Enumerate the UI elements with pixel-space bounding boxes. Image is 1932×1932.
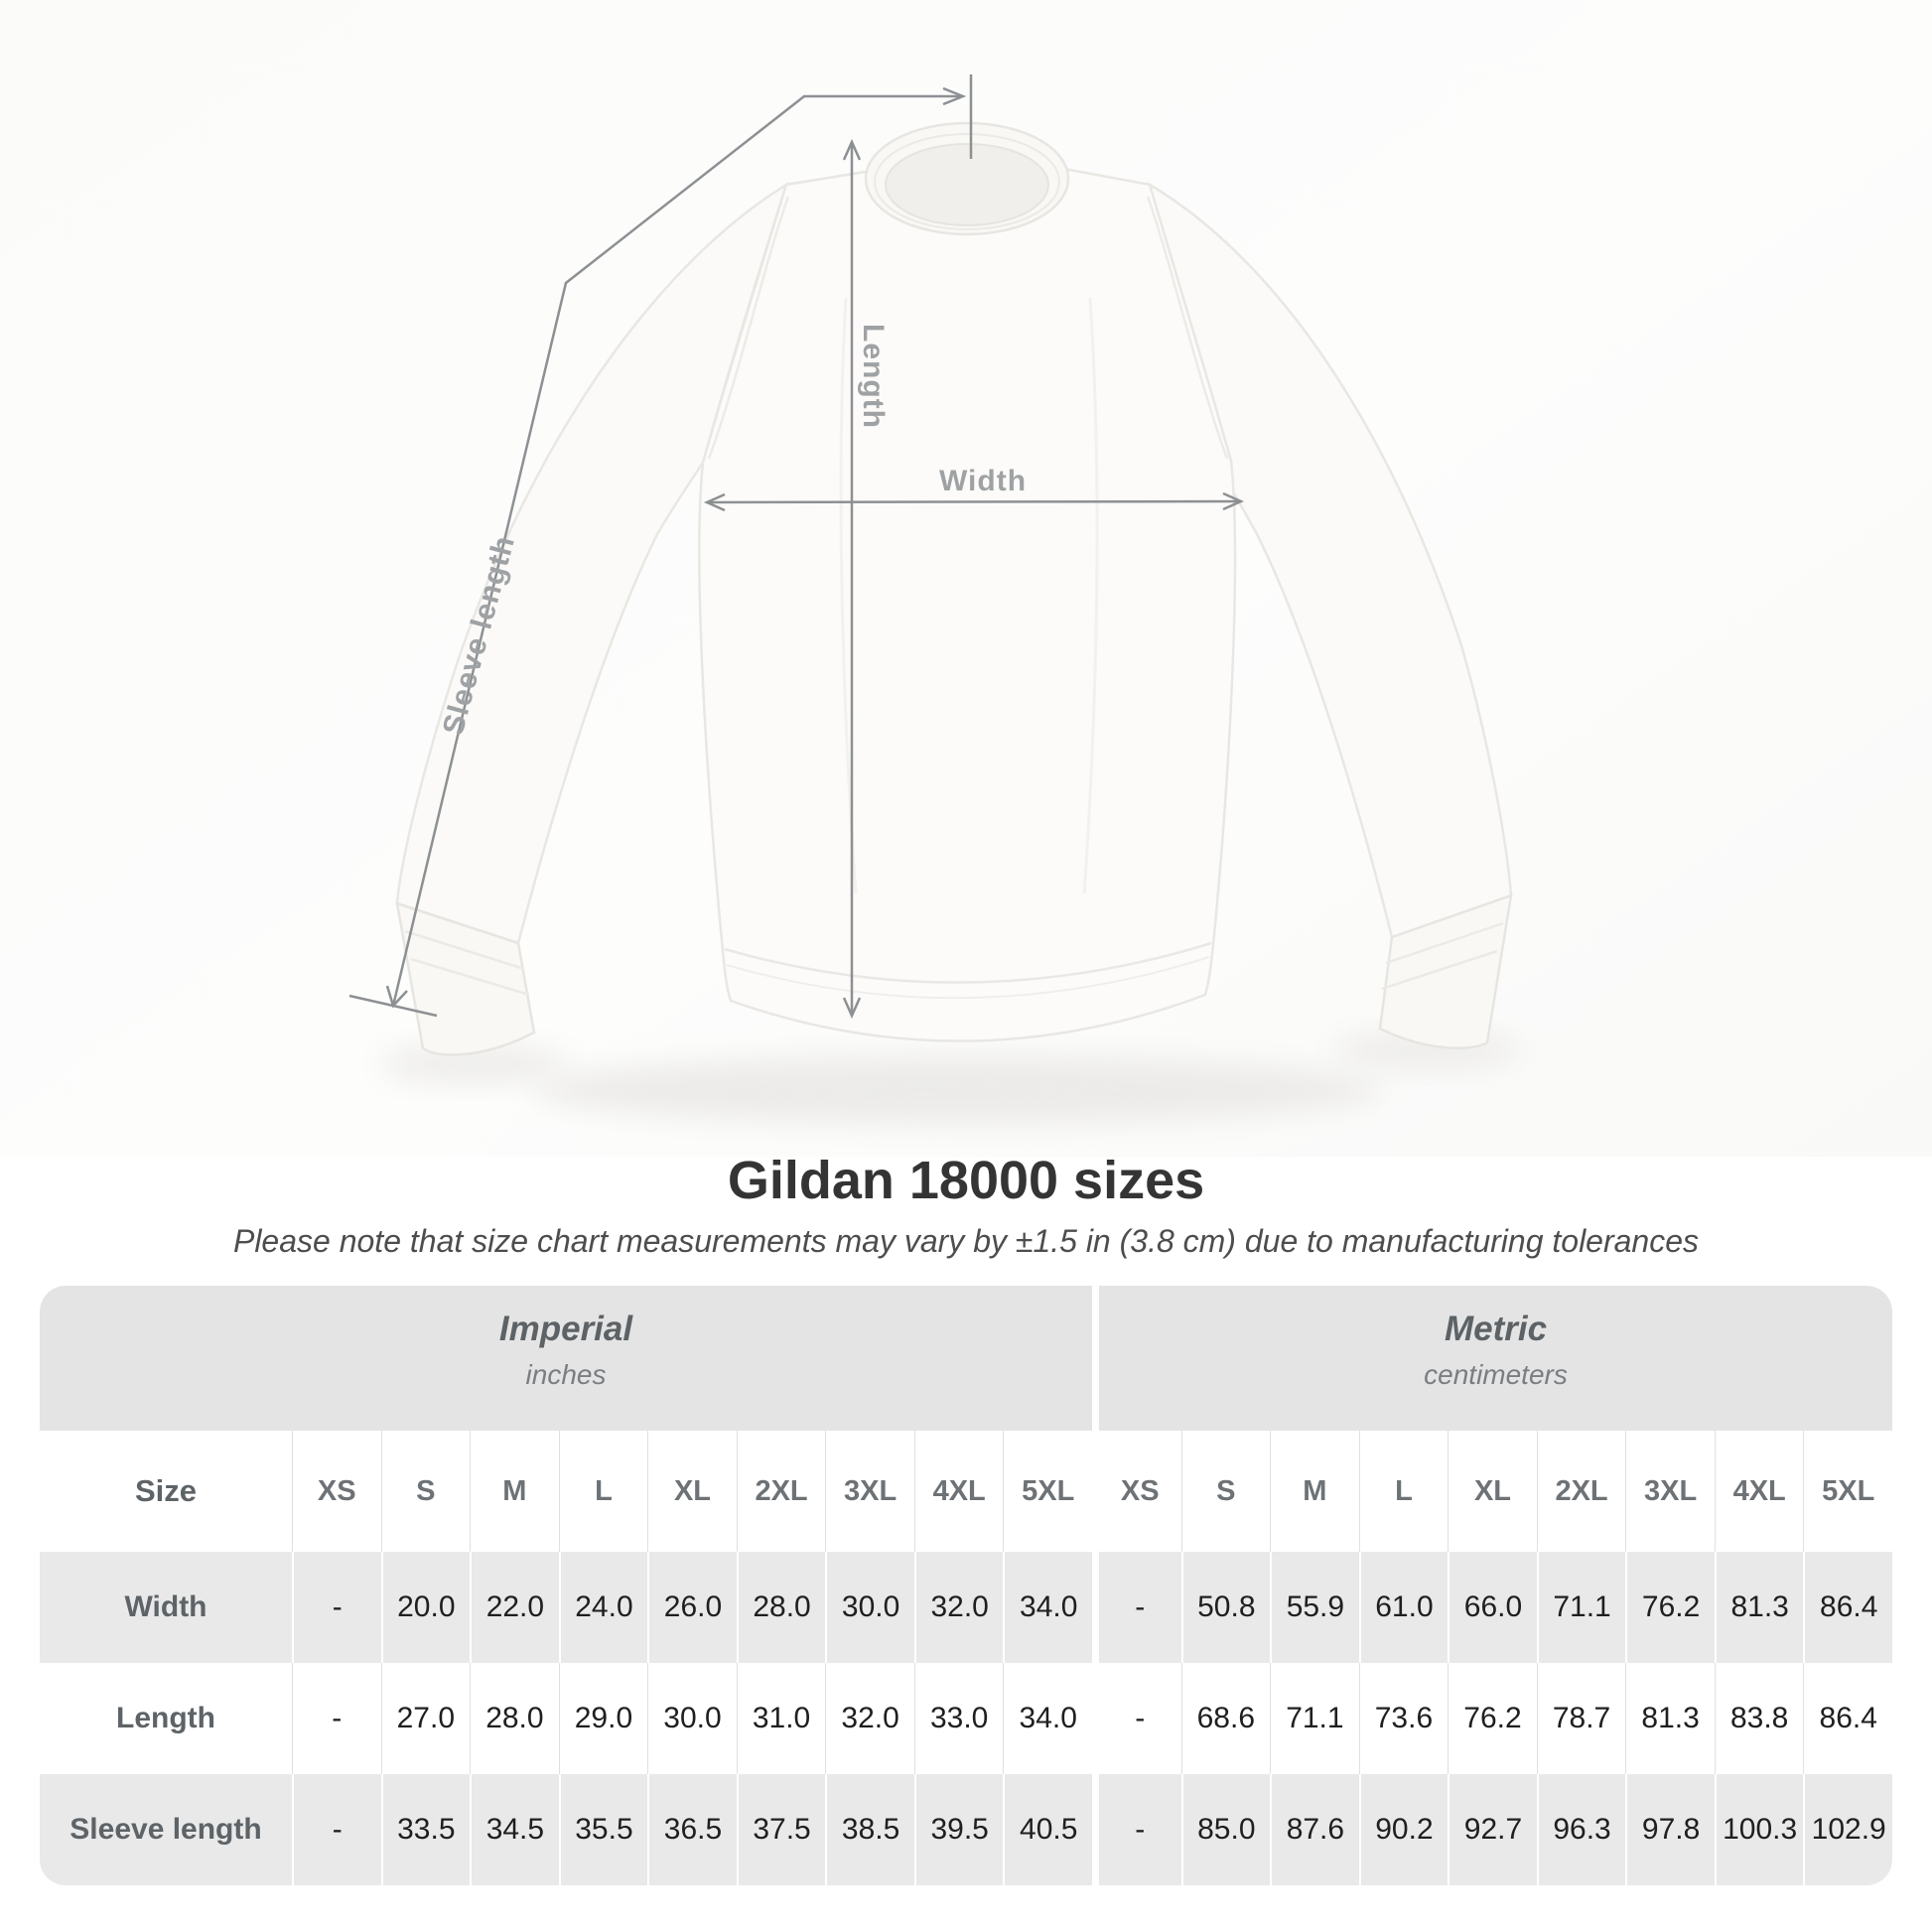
value-cell: 33.0 <box>914 1663 1004 1774</box>
row-label: Width <box>124 1590 207 1623</box>
size-col-header: 5XL <box>1003 1431 1092 1552</box>
size-col-header: 5XL <box>1803 1431 1892 1552</box>
value-cell: 71.1 <box>1270 1663 1359 1774</box>
value-cell: 92.7 <box>1448 1774 1537 1885</box>
size-col-header: 2XL <box>1537 1431 1626 1552</box>
value-cell: 76.2 <box>1448 1663 1537 1774</box>
value-cell: - <box>1092 1774 1181 1885</box>
value-cell: 39.5 <box>914 1774 1004 1885</box>
value-cell: 97.8 <box>1625 1774 1715 1885</box>
metric-header <box>1092 1286 1892 1431</box>
collar <box>866 123 1068 234</box>
size-col-header: 3XL <box>1625 1431 1715 1552</box>
size-col-header: 2XL <box>737 1431 826 1552</box>
value-cell: 76.2 <box>1625 1552 1715 1663</box>
value-cell: 86.4 <box>1803 1552 1892 1663</box>
value-cell: 71.1 <box>1537 1552 1626 1663</box>
value-cell: - <box>292 1774 381 1885</box>
page-title: Gildan 18000 sizes <box>727 1151 1205 1210</box>
value-cell: 83.8 <box>1715 1663 1804 1774</box>
value-cell: 24.0 <box>559 1552 648 1663</box>
value-cell: 33.5 <box>381 1774 471 1885</box>
page-subtitle: Please note that size chart measurements may vary by ±1.5 in (3.8 cm) due to manufacturing tolerances <box>232 1223 1700 1259</box>
size-col-header: S <box>381 1431 471 1552</box>
size-col-header: M <box>470 1431 559 1552</box>
value-cell: 81.3 <box>1625 1663 1715 1774</box>
row-label: Sleeve length <box>69 1813 262 1846</box>
value-cell: 27.0 <box>381 1663 471 1774</box>
metric-unit: centimeters <box>1424 1359 1568 1390</box>
value-cell: 20.0 <box>381 1552 471 1663</box>
size-col-header: XL <box>647 1431 737 1552</box>
value-cell: 38.5 <box>825 1774 914 1885</box>
row-label: Length <box>116 1702 215 1734</box>
value-cell: 66.0 <box>1448 1552 1537 1663</box>
table-row-length <box>40 1663 1892 1774</box>
value-cell: 86.4 <box>1803 1663 1892 1774</box>
value-cell: 32.0 <box>914 1552 1004 1663</box>
value-cell: 35.5 <box>559 1774 648 1885</box>
size-col-header: XL <box>1448 1431 1537 1552</box>
imperial-header <box>40 1286 1092 1431</box>
value-cell: 29.0 <box>559 1663 648 1774</box>
garment-shadow <box>380 1031 1522 1124</box>
size-col-header: XS <box>1092 1431 1181 1552</box>
value-cell: 102.9 <box>1803 1774 1892 1885</box>
value-cell: 30.0 <box>825 1552 914 1663</box>
value-cell: 31.0 <box>737 1663 826 1774</box>
size-col-header: L <box>1359 1431 1449 1552</box>
value-cell: 40.5 <box>1003 1774 1092 1885</box>
table-row-sleeve-length <box>40 1774 1892 1885</box>
value-cell: 96.3 <box>1537 1774 1626 1885</box>
value-cell: 26.0 <box>647 1552 737 1663</box>
value-cell: 36.5 <box>647 1774 737 1885</box>
value-cell: 55.9 <box>1270 1552 1359 1663</box>
value-cell: 34.0 <box>1003 1552 1092 1663</box>
value-cell: - <box>1092 1552 1181 1663</box>
unit-group-header-row <box>40 1286 1892 1431</box>
value-cell: 28.0 <box>470 1663 559 1774</box>
size-col-header: 4XL <box>1715 1431 1804 1552</box>
length-label: Length <box>857 324 890 429</box>
table-row-width <box>40 1552 1892 1663</box>
value-cell: - <box>1092 1663 1181 1774</box>
value-cell: 68.6 <box>1181 1663 1271 1774</box>
imperial-title: Imperial <box>498 1310 633 1348</box>
value-cell: - <box>292 1552 381 1663</box>
value-cell: 32.0 <box>825 1663 914 1774</box>
value-cell: 85.0 <box>1181 1774 1271 1885</box>
value-cell: - <box>292 1663 381 1774</box>
value-cell: 34.5 <box>470 1774 559 1885</box>
size-header-row <box>40 1431 1892 1552</box>
size-col-header: S <box>1181 1431 1271 1552</box>
value-cell: 61.0 <box>1359 1552 1449 1663</box>
sleeve-length-label: Sleeve length <box>436 531 522 739</box>
size-table <box>40 1286 1892 1885</box>
metric-title: Metric <box>1444 1310 1548 1348</box>
value-cell: 34.0 <box>1003 1663 1092 1774</box>
width-label: Width <box>939 465 1028 497</box>
value-cell: 81.3 <box>1715 1552 1804 1663</box>
value-cell: 28.0 <box>737 1552 826 1663</box>
value-cell: 30.0 <box>647 1663 737 1774</box>
value-cell: 90.2 <box>1359 1774 1449 1885</box>
value-cell: 78.7 <box>1537 1663 1626 1774</box>
value-cell: 22.0 <box>470 1552 559 1663</box>
value-cell: 87.6 <box>1270 1774 1359 1885</box>
size-corner-header: Size <box>134 1473 198 1508</box>
size-col-header: 4XL <box>914 1431 1004 1552</box>
value-cell: 100.3 <box>1715 1774 1804 1885</box>
imperial-unit: inches <box>525 1359 607 1390</box>
size-col-header: 3XL <box>825 1431 914 1552</box>
size-col-header: M <box>1270 1431 1359 1552</box>
size-col-header: XS <box>292 1431 381 1552</box>
value-cell: 73.6 <box>1359 1663 1449 1774</box>
sweatshirt-body <box>699 169 1235 1041</box>
size-col-header: L <box>559 1431 648 1552</box>
value-cell: 50.8 <box>1181 1552 1271 1663</box>
value-cell: 37.5 <box>737 1774 826 1885</box>
